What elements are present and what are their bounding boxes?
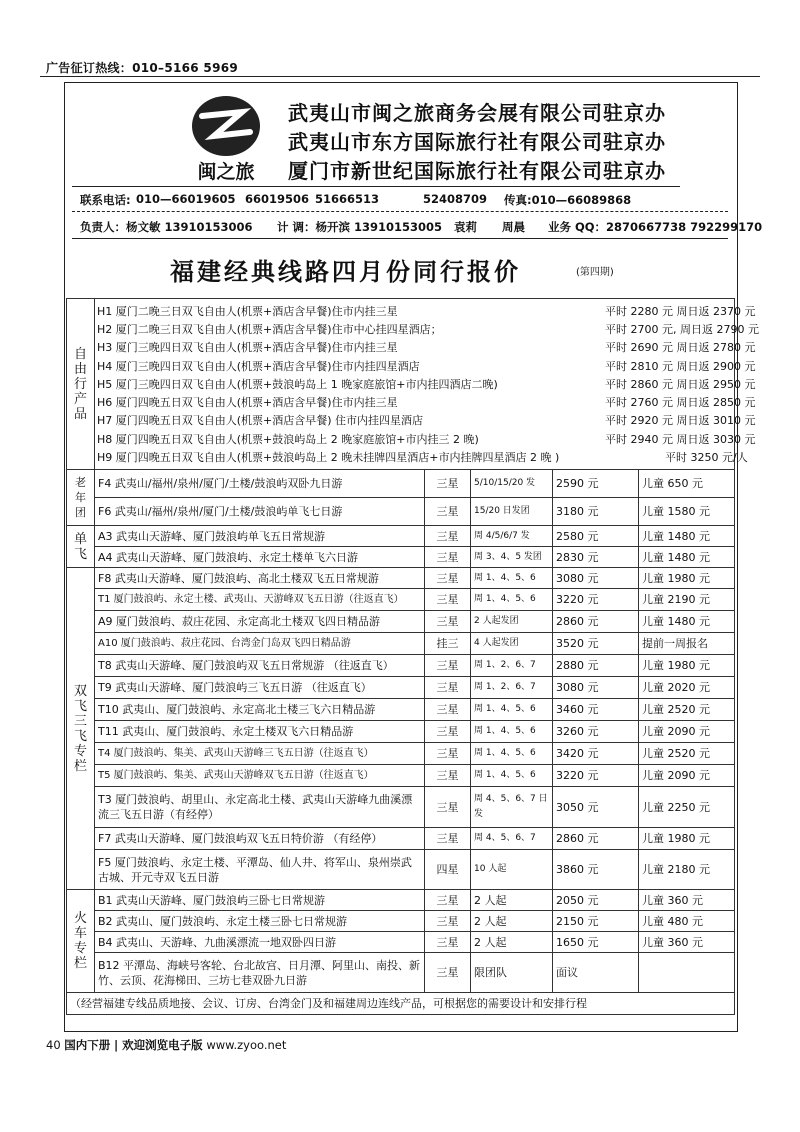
contact-phone-1: 010—66019605	[136, 192, 236, 206]
staff-qq: 业务 QQ：2870667738 792299170	[548, 220, 763, 234]
free-row: H7 厦门四晚五日双飞自由人(机票+酒店含早餐) 住市内挂四星酒店 平时 2920 元 周日返 3010 元	[97, 414, 756, 428]
price-table	[66, 298, 759, 1015]
category-single-flight: 单飞	[67, 526, 95, 568]
company-name-1: 武夷山市闽之旅商务会展有限公司驻京办	[288, 101, 666, 125]
page-number: 40	[46, 1038, 61, 1052]
table-row: F7 武夷山天游峰、厦门鼓浪屿双飞五日特价游 （有经停） 三星 周 4、5、6、7 2860 元 儿童 1980 元	[67, 828, 735, 850]
category-senior: 老年团	[67, 470, 95, 526]
table-row: T10 武夷山、厦门鼓浪屿、永定高北土楼三飞六日精品游 三星 周 1、4、5、6 3460 元 儿童 2520 元	[67, 699, 735, 721]
footnote-row	[67, 993, 735, 1015]
free-row: H2 厦门二晚三日双飞自由人(机票+酒店含早餐)住市中心挂四星酒店； 平时 2700 元, 周日返 2790 元	[97, 322, 759, 336]
category-free-travel: 自由行产品	[67, 299, 95, 470]
table-row: 单飞 A3 武夷山天游峰、厦门鼓浪屿单飞五日常规游 三星 周 4/5/6/7 发 2580 元 儿童 1480 元	[67, 526, 735, 547]
logo-text: 闽之旅	[197, 161, 255, 183]
table-row: B2 武夷山、厦门鼓浪屿、永定土楼三卧七日常规游 三星 2 人起 2150 元 儿童 480 元	[67, 911, 735, 932]
header-divider	[72, 186, 680, 187]
table-row: F5 厦门鼓浪屿、永定土楼、平潭岛、仙人井、将军山、泉州崇武古城、开元寺双飞五日游 四星 10 人起 3860 元 儿童 2180 元	[67, 850, 735, 890]
contact-phone-4: 52408709	[423, 192, 488, 206]
table-row: T5 厦门鼓浪屿、集美、武夷山天游峰双飞五日游（往返直飞） 三星 周 1、4、5、6 3220 元 儿童 2090 元	[67, 765, 735, 787]
table-row: A10 厦门鼓浪屿、菽庄花园、台湾金门岛双飞四日精品游 挂三 4 人起发团 3520 元 提前一周报名	[67, 633, 735, 655]
table-row: T3 厦门鼓浪屿、胡里山、永定高北土楼、武夷山天游峰九曲溪漂流三飞五日游（有经停） 三星 周 4、5、6、7 日发 3050 元 儿童 2250 元	[67, 787, 735, 828]
company-logo	[180, 92, 272, 186]
contact-phone-3: 51666513	[315, 192, 380, 206]
free-row: H6 厦门四晚五日双飞自由人(机票+酒店含早餐)住市内挂三星 平时 2760 元 周日返 2850 元	[97, 396, 756, 410]
footer-url[interactable]: www.zyoo.net	[206, 1038, 287, 1052]
table-row: B4 武夷山、天游峰、九曲溪漂流一地双卧四日游 三星 2 人起 1650 元 儿童 360 元	[67, 932, 735, 953]
company-name-3: 厦门市新世纪国际旅行社有限公司驻京办	[288, 159, 666, 183]
staff-head: 负责人：杨文敏 13910153006	[80, 220, 253, 234]
category-train: 火车专栏	[67, 890, 95, 993]
top-divider	[40, 76, 760, 77]
free-row: H5 厦门三晚四日双飞自由人(机票+鼓浪屿岛上 1 晚家庭旅馆+市内挂四酒店二晚) 平时 2860 元 周日返 2950 元	[97, 377, 756, 391]
free-row: H8 厦门四晚五日双飞自由人(机票+鼓浪屿岛上 2 晚家庭旅馆+市内挂三 2 晚) 平时 2940 元 周日返 3030 元	[97, 432, 756, 446]
staff-dispatch: 计 调：杨开滨 13910153005	[277, 220, 443, 234]
footer-slogan: 欢迎浏览电子版	[122, 1038, 203, 1052]
contact-phone-label: 联系电话:	[80, 193, 131, 207]
contact-fax: 传真:010—66089868	[504, 193, 632, 207]
free-row: H9 厦门四晚五日双飞自由人(机票+鼓浪屿岛上 2 晚未挂牌四星酒店+市内挂牌四星酒店 2 晚 ) 平时 3250 元/人	[97, 451, 748, 465]
table-row: F6 武夷山/福州/泉州/厦门/土楼/鼓浪屿单飞七日游 三星 15/20 日发团 3180 元 儿童 1580 元	[67, 498, 735, 526]
table-row: T11 武夷山、厦门鼓浪屿、永定土楼双飞六日精品游 三星 周 1、4、5、6 3260 元 儿童 2090 元	[67, 721, 735, 743]
table-row: 火车专栏 B1 武夷山天游峰、厦门鼓浪屿三卧七日常规游 三星 2 人起 2050 元 儿童 360 元	[67, 890, 735, 911]
company-name-2: 武夷山市东方国际旅行社有限公司驻京办	[288, 130, 666, 154]
staff-name-1: 袁莉	[454, 220, 477, 234]
staff-name-2: 周晨	[502, 220, 525, 234]
page-title: 福建经典线路四月份同行报价	[170, 257, 521, 286]
table-row: B12 平潭岛、海峡号客轮、台北故宫、日月潭、阿里山、南投、新竹、云顶、花海梯田、三坊七巷双卧九日游 三星 限团队 面议	[67, 953, 735, 993]
table-row: T4 厦门鼓浪屿、集美、武夷山天游峰三飞五日游（往返直飞） 三星 周 1、4、5、6 3420 元 儿童 2520 元	[67, 743, 735, 765]
ad-hotline: 广告征订热线：010–5166 5969	[46, 61, 239, 75]
edition-label: (第四期)	[576, 267, 614, 278]
contact-phone-2: 66019506	[245, 192, 310, 206]
free-row: H4 厦门三晚四日双飞自由人(机票+酒店含早餐)住市内挂四星酒店 平时 2810 元 周日返 2900 元	[97, 359, 756, 373]
footer-section: 国内下册	[64, 1038, 111, 1052]
table-row: 双飞三飞专栏 F8 武夷山天游峰、厦门鼓浪屿、高北土楼双飞五日常规游 三星 周 1、4、5、6 3080 元 儿童 1980 元	[67, 568, 735, 589]
table-row: A4 武夷山天游峰、厦门鼓浪屿、永定土楼单飞六日游 三星 周 3、4、5 发团 2830 元 儿童 1480 元	[67, 547, 735, 568]
staff-divider	[72, 238, 728, 239]
table-row: A9 厦门鼓浪屿、菽庄花园、永定高北土楼双飞四日精品游 三星 2 人起发团 2860 元 儿童 1480 元	[67, 611, 735, 633]
free-row: H3 厦门三晚四日双飞自由人(机票+酒店含早餐)住市内挂三星 平时 2690 元 周日返 2780 元	[97, 341, 756, 355]
table-row: T1 厦门鼓浪屿、永定土楼、武夷山、天游峰双飞五日游（往返直飞） 三星 周 1、4、5、6 3220 元 儿童 2190 元	[67, 589, 735, 611]
page-footer: 40 国内下册 | 欢迎浏览电子版 www.zyoo.net	[46, 1038, 287, 1052]
category-double-triple: 双飞三飞专栏	[67, 568, 95, 890]
footnote: （经营福建专线品质地接、会议、订房、台湾金门及和福建周边连线产品，可根据您的需要设计和安排行程	[67, 993, 735, 1015]
table-row: T9 武夷山天游峰、厦门鼓浪屿三飞五日游 （往返直飞） 三星 周 1、2、6、7 3080 元 儿童 2020 元	[67, 677, 735, 699]
table-row: 老年团 F4 武夷山/福州/泉州/厦门/土楼/鼓浪屿双卧九日游 三星 5/10/15/20 发 2590 元 儿童 650 元	[67, 470, 735, 498]
table-row: T8 武夷山天游峰、厦门鼓浪屿双飞五日常规游 （往返直飞） 三星 周 1、2、6、7 2880 元 儿童 1980 元	[67, 655, 735, 677]
contact-divider	[72, 211, 728, 212]
free-travel-block	[67, 299, 735, 470]
free-row: H1 厦门二晚三日双飞自由人(机票+酒店含早餐)住市内挂三星 平时 2280 元 周日返 2370 元	[97, 304, 756, 318]
